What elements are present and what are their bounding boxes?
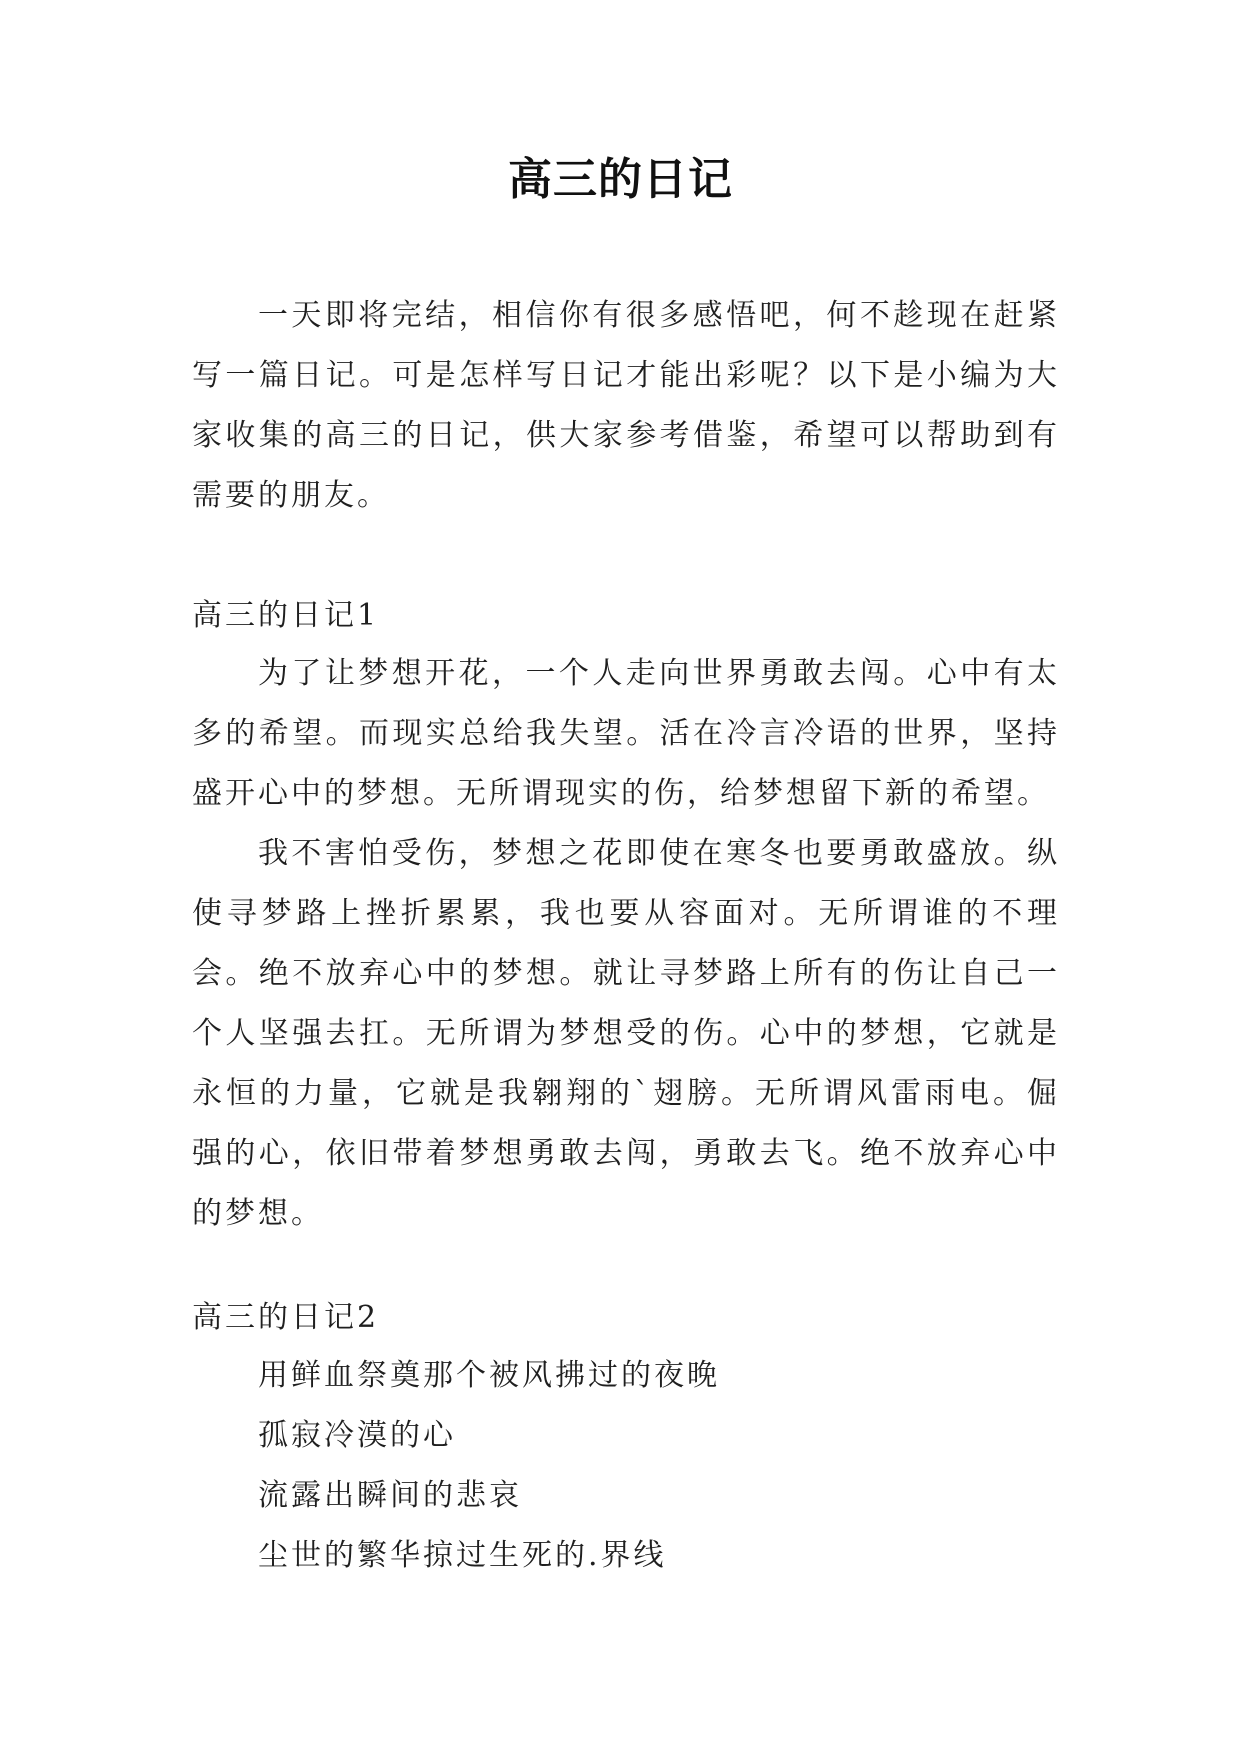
section-heading: 高三的日记1 <box>192 598 380 633</box>
section-1-heading-block <box>192 586 1060 646</box>
section-paragraph: 我不害怕受伤，梦想之花即使在寒冬也要勇敢盛放。纵使寻梦路上挫折累累，我也要从容面对。无所谓谁的不理会。绝不放弃心中的梦想。就让寻梦路上所有的伤让自己一个人坚强去扛。无所谓为梦想受的伤。心中的梦想，它就是永恒的力量，它就是我翱翔的`翅膀。无所谓风雷雨电。倔强的心，依旧带着梦想勇敢去闯，勇敢去飞。绝不放弃心中的梦想。 <box>192 836 1060 1231</box>
poem-line: 孤寂冷漠的心 <box>258 1418 456 1453</box>
poem-line: 流露出瞬间的悲哀 <box>258 1478 522 1513</box>
poem-line: 尘世的繁华掠过生死的.界线 <box>258 1538 667 1573</box>
section-2-poem <box>192 1346 1060 1586</box>
section-2-heading-block <box>192 1288 1060 1348</box>
document-title: 高三的日记 <box>508 154 733 205</box>
section-paragraph: 为了让梦想开花，一个人走向世界勇敢去闯。心中有太多的希望。而现实总给我失望。活在冷言冷语的世界，坚持盛开心中的梦想。无所谓现实的伤，给梦想留下新的希望。 <box>192 656 1060 811</box>
section-heading: 高三的日记2 <box>192 1300 380 1335</box>
intro-paragraph: 一天即将完结，相信你有很多感悟吧，何不趁现在赶紧写一篇日记。可是怎样写日记才能出彩呢？以下是小编为大家收集的高三的日记，供大家参考借鉴，希望可以帮助到有需要的朋友。 <box>192 298 1060 513</box>
intro-block <box>192 286 1060 526</box>
poem-line: 用鲜血祭奠那个被风拂过的夜晚 <box>258 1358 720 1393</box>
section-1-body <box>192 644 1060 1244</box>
